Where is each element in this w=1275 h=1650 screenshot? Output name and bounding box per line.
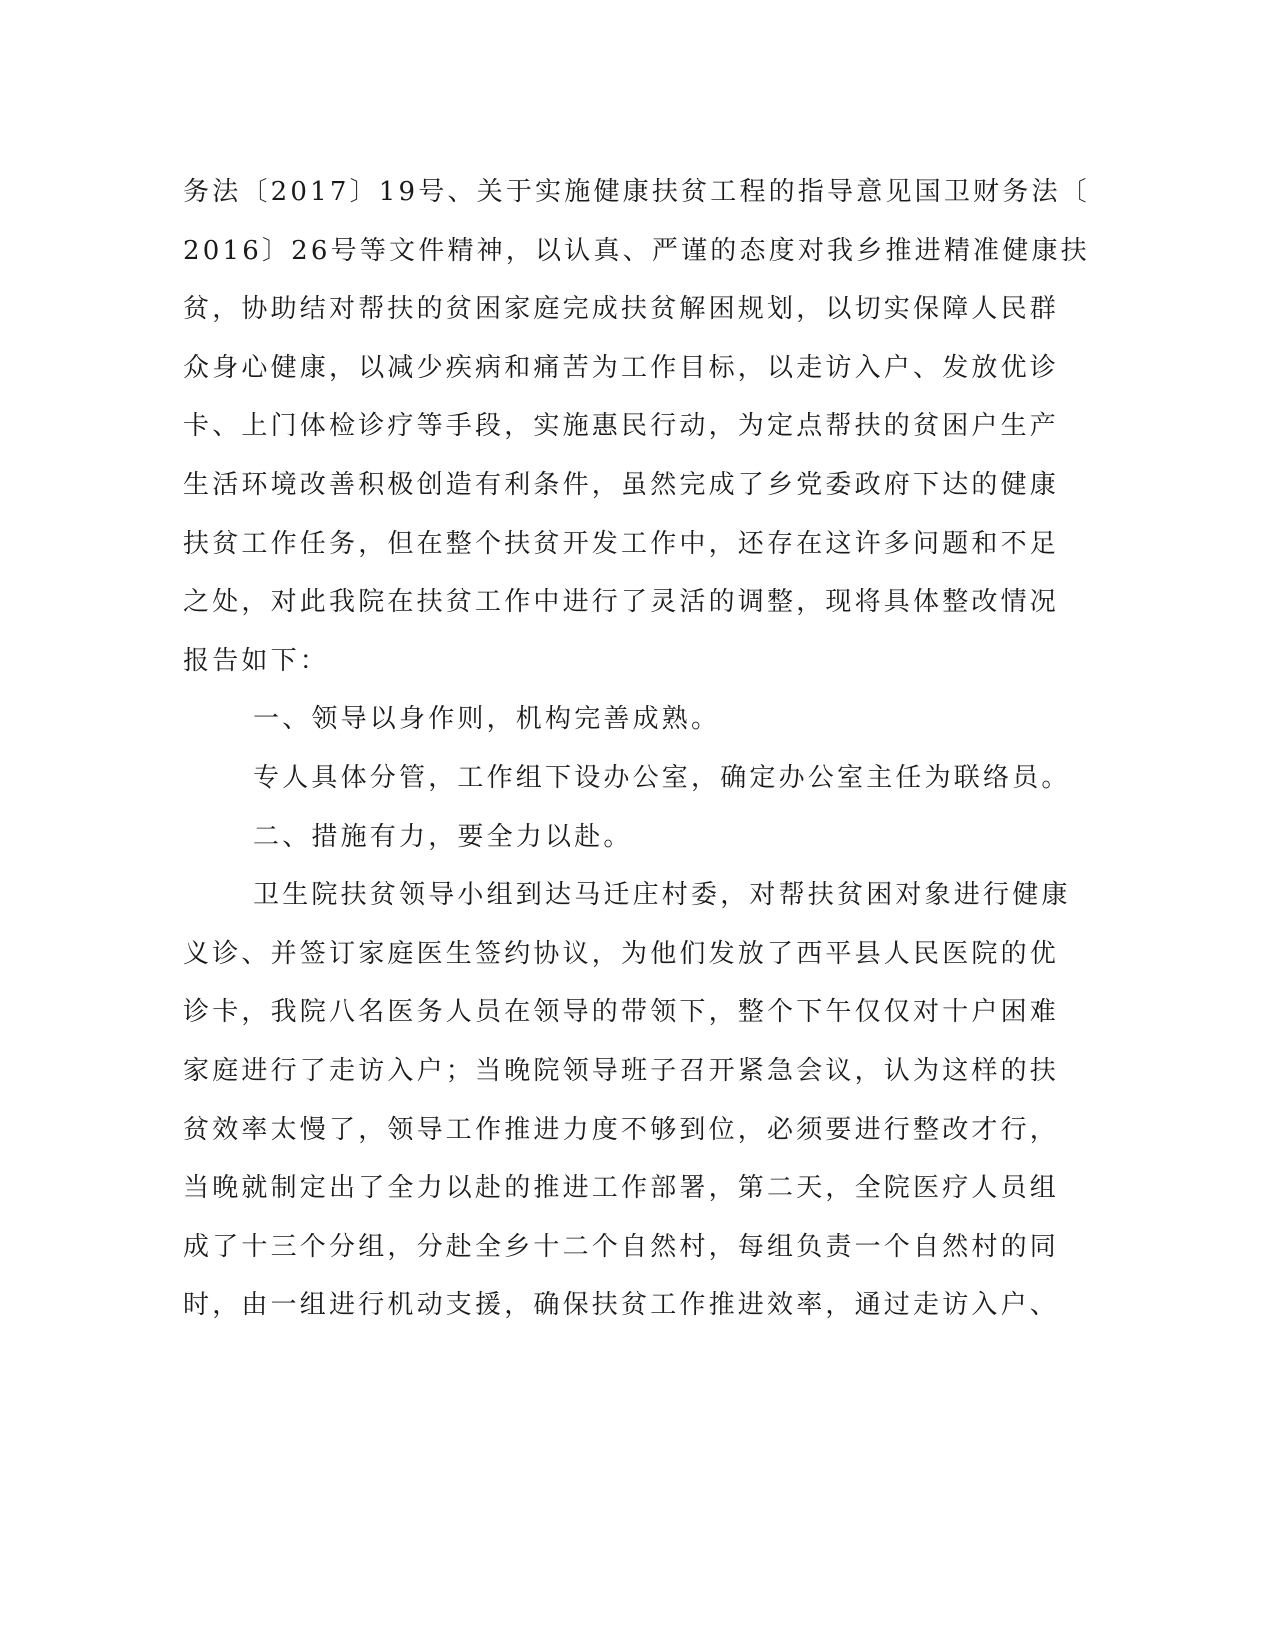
- text-line: 成了十三个分组，分赴全乡十二个自然村，每组负责一个自然村的同: [183, 1231, 1060, 1262]
- text-line: 之处，对此我院在扶贫工作中进行了灵活的调整，现将具体整改情况: [183, 587, 1060, 618]
- text-line: 2016〕26号等文件精神，以认真、严谨的态度对我乡推进精准健康扶: [183, 235, 1090, 266]
- text-line: 扶贫工作任务，但在整个扶贫开发工作中，还存在这许多问题和不足: [183, 528, 1060, 559]
- text-line: 生活环境改善积极创造有利条件，虽然完成了乡党委政府下达的健康: [183, 469, 1060, 500]
- text-line: 卡、上门体检诊疗等手段，实施惠民行动，为定点帮扶的贫困户生产: [183, 411, 1060, 442]
- text-line: 时，由一组进行机动支援，确保扶贫工作推进效率，通过走访入户、: [183, 1290, 1060, 1321]
- section-heading-1: 一、领导以身作则，机构完善成熟。: [253, 704, 721, 735]
- text-line: 报告如下：: [183, 645, 330, 676]
- text-line: 卫生院扶贫领导小组到达马迁庄村委，对帮扶贫困对象进行健康: [253, 880, 1071, 911]
- section-heading-2: 二、措施有力，要全力以赴。: [253, 821, 633, 852]
- text-line: 当晚就制定出了全力以赴的推进工作部署，第二天，全院医疗人员组: [183, 1173, 1060, 1204]
- text-line: 义诊、并签订家庭医生签约协议，为他们发放了西平县人民医院的优: [183, 938, 1060, 969]
- text-line: 诊卡，我院八名医务人员在领导的带领下，整个下午仅仅对十户困难: [183, 997, 1060, 1028]
- text-line: 众身心健康，以减少疾病和痛苦为工作目标，以走访入户、发放优诊: [183, 352, 1060, 383]
- text-line: 家庭进行了走访入户；当晚院领导班子召开紧急会议，认为这样的扶: [183, 1055, 1060, 1086]
- text-line: 贫效率太慢了，领导工作推进力度不够到位，必须要进行整改才行，: [183, 1114, 1060, 1145]
- text-line: 务法〔2017〕19号、关于实施健康扶贫工程的指导意见国卫财务法〔: [183, 177, 1090, 207]
- text-line: 专人具体分管，工作组下设办公室，确定办公室主任为联络员。: [253, 762, 1071, 793]
- text-line: 贫，协助结对帮扶的贫困家庭完成扶贫解困规划，以切实保障人民群: [183, 294, 1060, 325]
- body-text: [183, 163, 1090, 1335]
